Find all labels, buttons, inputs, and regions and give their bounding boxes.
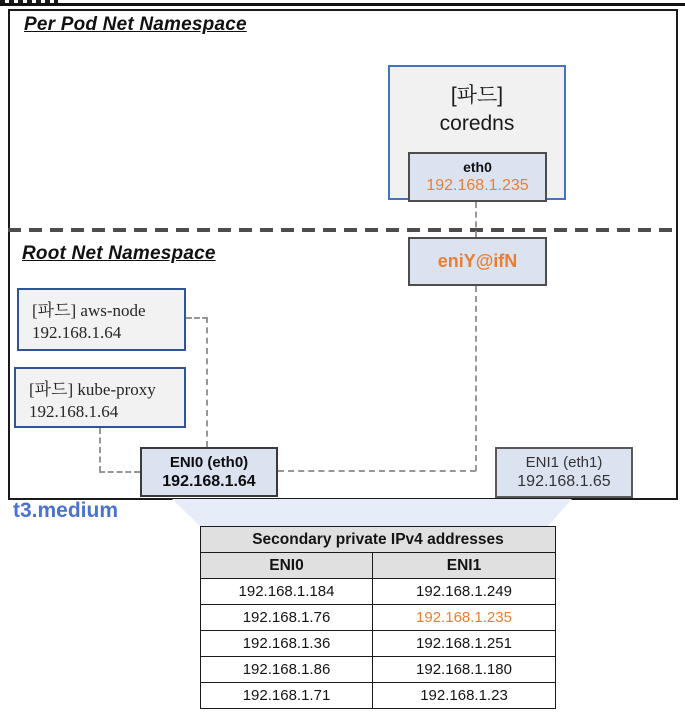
root-namespace-title: Root Net Namespace — [22, 243, 216, 264]
connector-kubeproxy-to-eni0 — [99, 471, 140, 473]
aws-node-pod-box — [17, 288, 186, 351]
connector-awsnode-to-eni0 — [206, 317, 208, 447]
connector-eniy-vertical — [475, 286, 477, 471]
namespace-divider-dashed-line — [8, 228, 676, 232]
table-cell-ip: 192.168.1.23 — [373, 683, 556, 709]
kube-proxy-pod-ip: 192.168.1.64 — [29, 402, 119, 421]
aws-node-pod-label: [파드] aws-node — [32, 301, 146, 320]
table-header-row — [201, 553, 556, 579]
top-border-line — [0, 3, 685, 6]
table-cell-ip: 192.168.1.235 — [373, 605, 556, 631]
eth0-interface-name: eth0 — [463, 159, 492, 175]
table-col-eni0: ENI0 — [201, 553, 373, 579]
coredns-pod-label-name: coredns — [439, 112, 515, 135]
table-callout-shape — [172, 499, 572, 526]
table-cell-ip: 192.168.1.86 — [201, 657, 373, 683]
coredns-pod-label — [390, 82, 564, 138]
table-row — [201, 605, 556, 631]
table-cell-ip: 192.168.1.251 — [373, 631, 556, 657]
kube-proxy-pod-box — [14, 367, 186, 428]
table-cell-ip: 192.168.1.36 — [201, 631, 373, 657]
table-row — [201, 683, 556, 709]
table-cell-ip: 192.168.1.184 — [201, 579, 373, 605]
eth0-interface-ip: 192.168.1.235 — [426, 177, 529, 194]
aws-node-pod-ip: 192.168.1.64 — [32, 323, 122, 342]
table-cell-ip: 192.168.1.249 — [373, 579, 556, 605]
eni1-ip: 192.168.1.65 — [517, 473, 611, 490]
eni1-box — [495, 447, 633, 498]
per-pod-namespace-title: Per Pod Net Namespace — [24, 14, 247, 35]
table-cell-ip: 192.168.1.71 — [201, 683, 373, 709]
kube-proxy-pod-label: [파드] kube-proxy — [29, 380, 156, 399]
eni0-ip: 192.168.1.64 — [162, 472, 256, 490]
connector-awsnode-horizontal — [186, 317, 208, 319]
secondary-ip-table — [200, 526, 556, 709]
coredns-pod-label-korean: [파드] — [450, 84, 504, 107]
eni1-label: ENI1 (eth1) — [525, 454, 603, 471]
connector-eniy-to-eni0 — [278, 470, 476, 472]
table-cell-ip: 192.168.1.76 — [201, 605, 373, 631]
connector-eth0-to-eniy — [475, 202, 477, 237]
table-cell-ip: 192.168.1.180 — [373, 657, 556, 683]
table-row — [201, 657, 556, 683]
eni0-box — [140, 447, 278, 497]
table-row — [201, 631, 556, 657]
table-row — [201, 579, 556, 605]
coredns-eth0-interface-box — [408, 152, 547, 202]
table-col-eni1: ENI1 — [373, 553, 556, 579]
eni0-label: ENI0 (eth0) — [169, 453, 249, 471]
veth-eniy-box — [408, 237, 547, 286]
instance-type-label: t3.medium — [13, 499, 119, 522]
table-title-row — [201, 527, 556, 553]
veth-eniy-label: eniY@ifN — [437, 251, 518, 271]
connector-kubeproxy-vertical — [99, 428, 101, 472]
table-title: Secondary private IPv4 addresses — [201, 527, 556, 553]
